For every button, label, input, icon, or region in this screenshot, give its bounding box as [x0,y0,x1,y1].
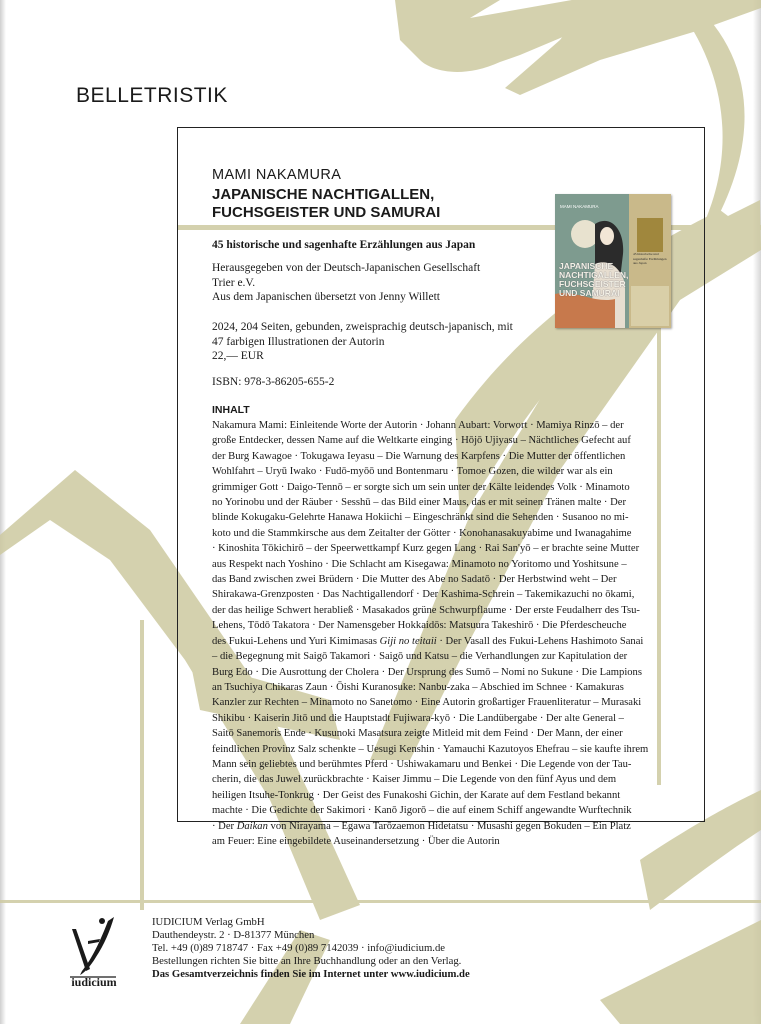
book-subtitle: 45 historische und sagenhafte Erzählungen aus Japan [212,239,476,251]
book-editor-info [212,261,552,305]
category-heading: BELLETRISTIK [76,84,228,107]
contents-line: große Entdecker, dessen Name auf die Weltkarte einging · Hōjō Ujiyasu – Nächtliches Gefecht auf [212,435,631,447]
cover-title-line: JAPANISCHE [559,261,614,271]
contents-line: Wohlfahrt – Uryū Iwako · Fudō-myōō und Bontenmaru · Tomoe Gozen, die wilder war als ein [212,466,613,478]
contents-line: blinde Kokugaku-Gelehrte Hanawa Hokiichi – Eingeschränkt sind die Sehenden · Susanoo no mi- [212,512,629,524]
contents-line: machte · Die Gedichte der Sakimori · Kanō Jigorō – die auf einem Schiff angewandte Wurftechnik [212,805,632,817]
cover-title-line: NACHTIGALLEN, [559,270,629,280]
contents-text [212,418,670,849]
publisher-address: Dauthendeystr. 2 · D-81377 München [152,928,315,941]
contents-line: Mann sein geliebtes und berühmtes Pferd · Ushiwakamaru und Benkei · Die Legende von der Tau- [212,758,632,770]
publisher-contact: Tel. +49 (0)89 718747 · Fax +49 (0)89 7142039 · info@iudicium.de [152,941,446,954]
book-cover-image [555,194,671,328]
book-title-line: FUCHSGEISTER UND SAMURAI [212,204,441,221]
book-title [212,186,542,222]
contents-line: Lehens, Tōdō Takatora · Der Namensgeber Hokkaidōs: Matsuura Takeshirō · Die Pferdescheuche [212,620,627,632]
translator-line: Aus dem Japanischen übersetzt von Jenny Willett [212,291,440,303]
horizontal-line-bottom [0,900,761,903]
book-price: 22,— EUR [212,350,264,362]
cover-title [559,262,629,298]
publisher-name: IUDICIUM Verlag GmbH [152,916,265,928]
contents-line: Kanzler zur Rechten – Minamoto no Sanetomo · Eine Autorin großartiger Frauenliteratur – Murasaki [212,697,642,709]
bottom-right-corner [600,920,761,1024]
contents-line: heiligen Itsuhe-Tonkrug · Der Geist des Funakoshi Gichin, der Karate auf dem Festland bekannt [212,789,621,801]
cover-title-line: UND SAMURAI [559,288,620,298]
contents-line: Nakamura Mami: Einleitende Worte der Autorin · Johann Aubart: Vorwort · Mamiya Rinzō – der [212,420,624,431]
editor-line: Herausgegeben von der Deutsch-Japanischen Gesellschaft [212,262,481,274]
contents-line: des Fukui-Lehens und Yuri Kimimasas Giji no teitaii · Der Vasall des Fukui-Lehens Hashimoto Sanai [212,635,644,647]
publisher-info [152,916,470,981]
publisher-logo-text: iudicium [71,975,117,989]
contents-line: Burg Edo · Die Ausrottung der Cholera · Der Ursprung des Sumō – Nomi no Sukune · Die Lampions [212,666,642,678]
contents-line: das Band zwischen zwei Brüdern · Die Mutter des Abe no Sadatō · Der Herbstwind weht – Der [212,574,617,586]
contents-line: aus Respekt nach Yoshino · Die Schlacht am Kisegawa: Minamoto no Yoritomo und Yoshitsune – [212,558,627,570]
book-title-line: JAPANISCHE NACHTIGALLEN, [212,186,435,203]
cover-title-line: FUCHSGEISTER [559,279,626,289]
contents-line: grimmiger Gott · Daigo-Tennō – er sorgte sich um sein unter der Kälte leidendes Volk · Minamoto [212,481,630,493]
book-details [212,320,552,364]
details-line: 47 farbigen Illustrationen der Autorin [212,335,385,348]
contents-line: der das heilige Schwert herabließ · Masakados grüne Schwurpflaume · Der erste Feudalherr des Tsu- [212,604,640,616]
contents-line: koto und die Stammkirsche aus dem Zeitalter der Götter · Konohanasakuyabime und Iwanagahime [212,527,632,539]
contents-line: · Der Daikan von Nirayama – Egawa Tarōzaemon Hidetatsu · Musashi gegen Bokuden – Ein Platz [212,820,631,832]
book-isbn: ISBN: 978-3-86205-655-2 [212,376,335,388]
book-author: MAMI NAKAMURA [212,167,342,183]
details-line: 2024, 204 Seiten, gebunden, zweisprachig deutsch-japanisch, mit [212,321,513,333]
contents-line: der Burg Kawagoe · Tokugawa Ieyasu – Die Warnung des Karpfens · Die Mutter der öffentlichen [212,450,626,462]
contents-line: feindlichen Provinz Salz schenkte – Uesugi Kenshin · Yamauchi Kazutoyos Ehefrau – sie kaufte ihrem [212,743,649,755]
contents-line: cherin, die das Juwel zurückbrachte · Kaiser Jimmu – Die Legende von den fünf Ayus und dem [212,774,617,786]
vertical-line-left [140,620,144,910]
contents-line: no Yorinobu und der Räuber · Sesshū – das Bild einer Maus, das er mit seinen Tränen malte · Der [212,497,626,509]
cover-author: MAMI NAKAMURA [560,204,599,209]
contents-line: · Kinoshita Tōkichirō – der Speerwettkampf Kurz gegen Lang · Rai San'yō – er brachte seine Mutter [212,543,640,555]
contents-heading: INHALT [212,404,250,416]
contents-line: Shirakawa-Grenzposten · Das Nachtigallendorf · Der Kashima-Schrein – Takemikazuchi no ōkami, [212,589,635,601]
order-note: Bestellungen richten Sie bitte an Ihre Buchhandlung oder an den Verlag. [152,954,462,967]
cover-subtitle: 45 historische und sagenhafte Erzählungen aus Japan [633,252,667,265]
contents-line: an Tsuchiya Chikaras Zaun · Ōishi Kuranosuke: Nanbu-zaka – Abschied im Schnee · Kamakuras [212,681,624,693]
contents-line: am Feuer: Eine eingebildete Auseinandersetzung · Über die Autorin [212,835,500,847]
catalog-note: Das Gesamtverzeichnis finden Sie im Internet unter www.iudicium.de [152,967,470,980]
contents-line: Shikibu · Kaiserin Jitō und die Hauptstadt Fujiwara-kyō · Die Landübergabe · Der alte General – [212,712,624,724]
contents-line: – die Begegnung mit Saigō Takamori · Saigō und Katsu – die Verhandlungen zur Kapitulation der [212,651,628,663]
contents-line: Saitō Sanemoris Ende · Kusunoki Masatsura zeigte Mitleid mit dem Feind · Der Mann, der einer [212,728,623,740]
editor-line: Trier e.V. [212,276,256,289]
